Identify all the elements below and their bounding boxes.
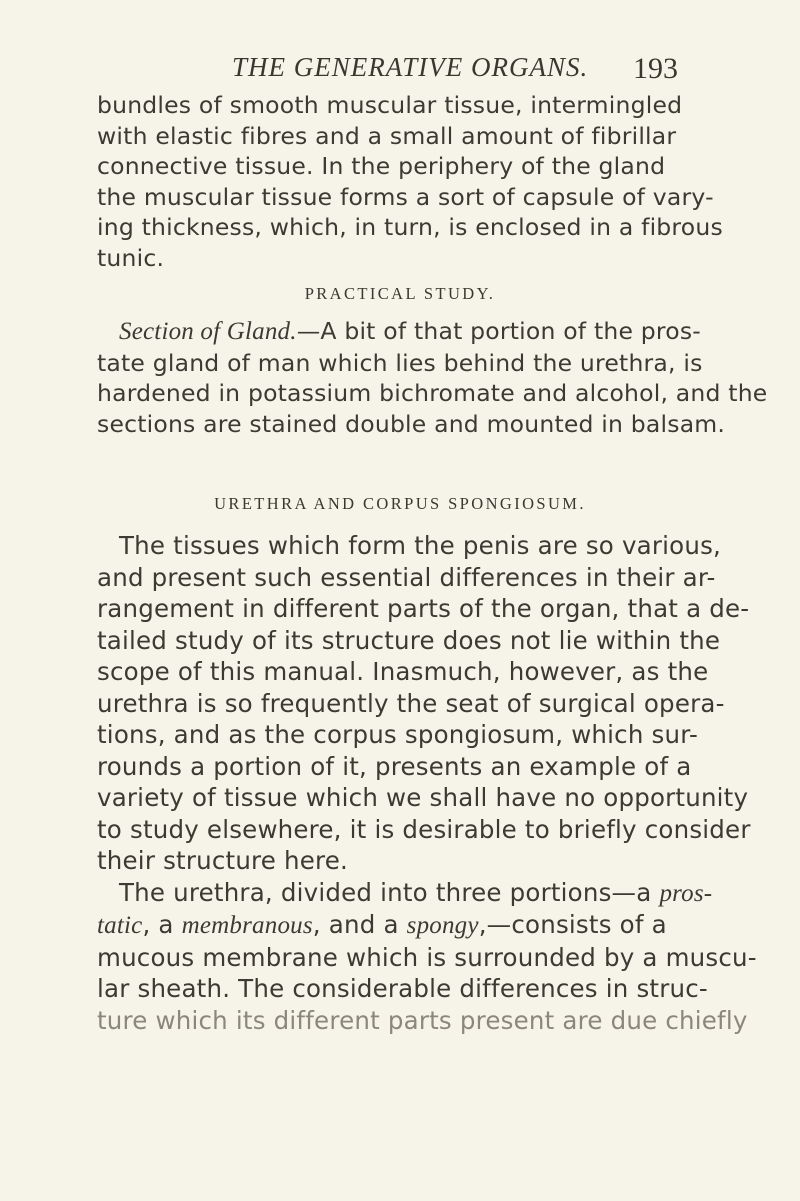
- italic-term: membranous: [181, 912, 313, 939]
- text-line: tailed study of its structure does not lie within the: [97, 625, 721, 655]
- text-line-faded: ture which its different parts present are due chiefly: [97, 1005, 748, 1035]
- paragraph-continuation: [97, 90, 737, 273]
- paragraph-tissues: [97, 530, 757, 1036]
- section-heading-urethra: URETHRA AND CORPUS SPONGIOSUM.: [214, 494, 586, 513]
- italic-term: spongy: [406, 912, 479, 939]
- text-line: tions, and as the corpus spongiosum, which sur-: [97, 720, 698, 749]
- text-line: [97, 909, 737, 942]
- section-heading-practical-study: PRACTICAL STUDY.: [304, 284, 496, 303]
- italic-term: pros-: [659, 879, 713, 907]
- text-line: urethra is so frequently the seat of surgical opera-: [97, 688, 725, 718]
- text-run: —A bit of that portion of the pros-: [296, 317, 701, 345]
- text-line: bundles of smooth muscular tissue, intermingled: [97, 91, 683, 119]
- text-line: connective tissue. In the periphery of the gland: [97, 152, 666, 180]
- text-line: the muscular tissue forms a sort of capsule of vary-: [97, 182, 714, 211]
- text-run: ,—consists of a: [478, 910, 667, 939]
- page-number: 193: [633, 52, 678, 85]
- paragraph-section-of-gland: [97, 316, 768, 439]
- text-run: , a: [142, 910, 182, 939]
- text-run: The urethra, divided into three portions—a: [119, 877, 660, 907]
- text-line: tunic.: [97, 243, 165, 272]
- text-line: rounds a portion of it, presents an example of a: [97, 751, 692, 781]
- text-line: ing thickness, which, in turn, is enclosed in a fibrous: [97, 213, 723, 241]
- text-line: to study elsewhere, it is desirable to briefly consider: [97, 814, 751, 844]
- italic-lead: Section of Gland.: [119, 318, 297, 345]
- text-line: with elastic fibres and a small amount of fibrillar: [97, 121, 677, 150]
- text-line: [97, 316, 737, 348]
- text-line: their structure here.: [97, 846, 349, 875]
- italic-term: tatic: [97, 912, 143, 939]
- text-line: lar sheath. The considerable differences in struc-: [97, 974, 708, 1003]
- text-line: hardened in potassium bichromate and alcohol, and the: [97, 379, 768, 407]
- text-line: mucous membrane which is surrounded by a muscu-: [97, 942, 757, 972]
- running-head: [0, 52, 800, 92]
- text-line: variety of tissue which we shall have no opportunity: [97, 783, 749, 812]
- text-line: [97, 877, 737, 910]
- text-line: sections are stained double and mounted in balsam.: [97, 409, 726, 438]
- text-line: tate gland of man which lies behind the urethra, is: [97, 348, 703, 377]
- text-run: , and a: [312, 910, 407, 939]
- running-title: THE GENERATIVE ORGANS.: [232, 52, 589, 82]
- text-line: and present such essential differences in their ar-: [97, 562, 716, 592]
- text-line: The tissues which form the penis are so various,: [119, 531, 722, 560]
- text-line: scope of this manual. Inasmuch, however, as the: [97, 657, 709, 686]
- text-line: rangement in different parts of the organ, that a de-: [97, 594, 750, 623]
